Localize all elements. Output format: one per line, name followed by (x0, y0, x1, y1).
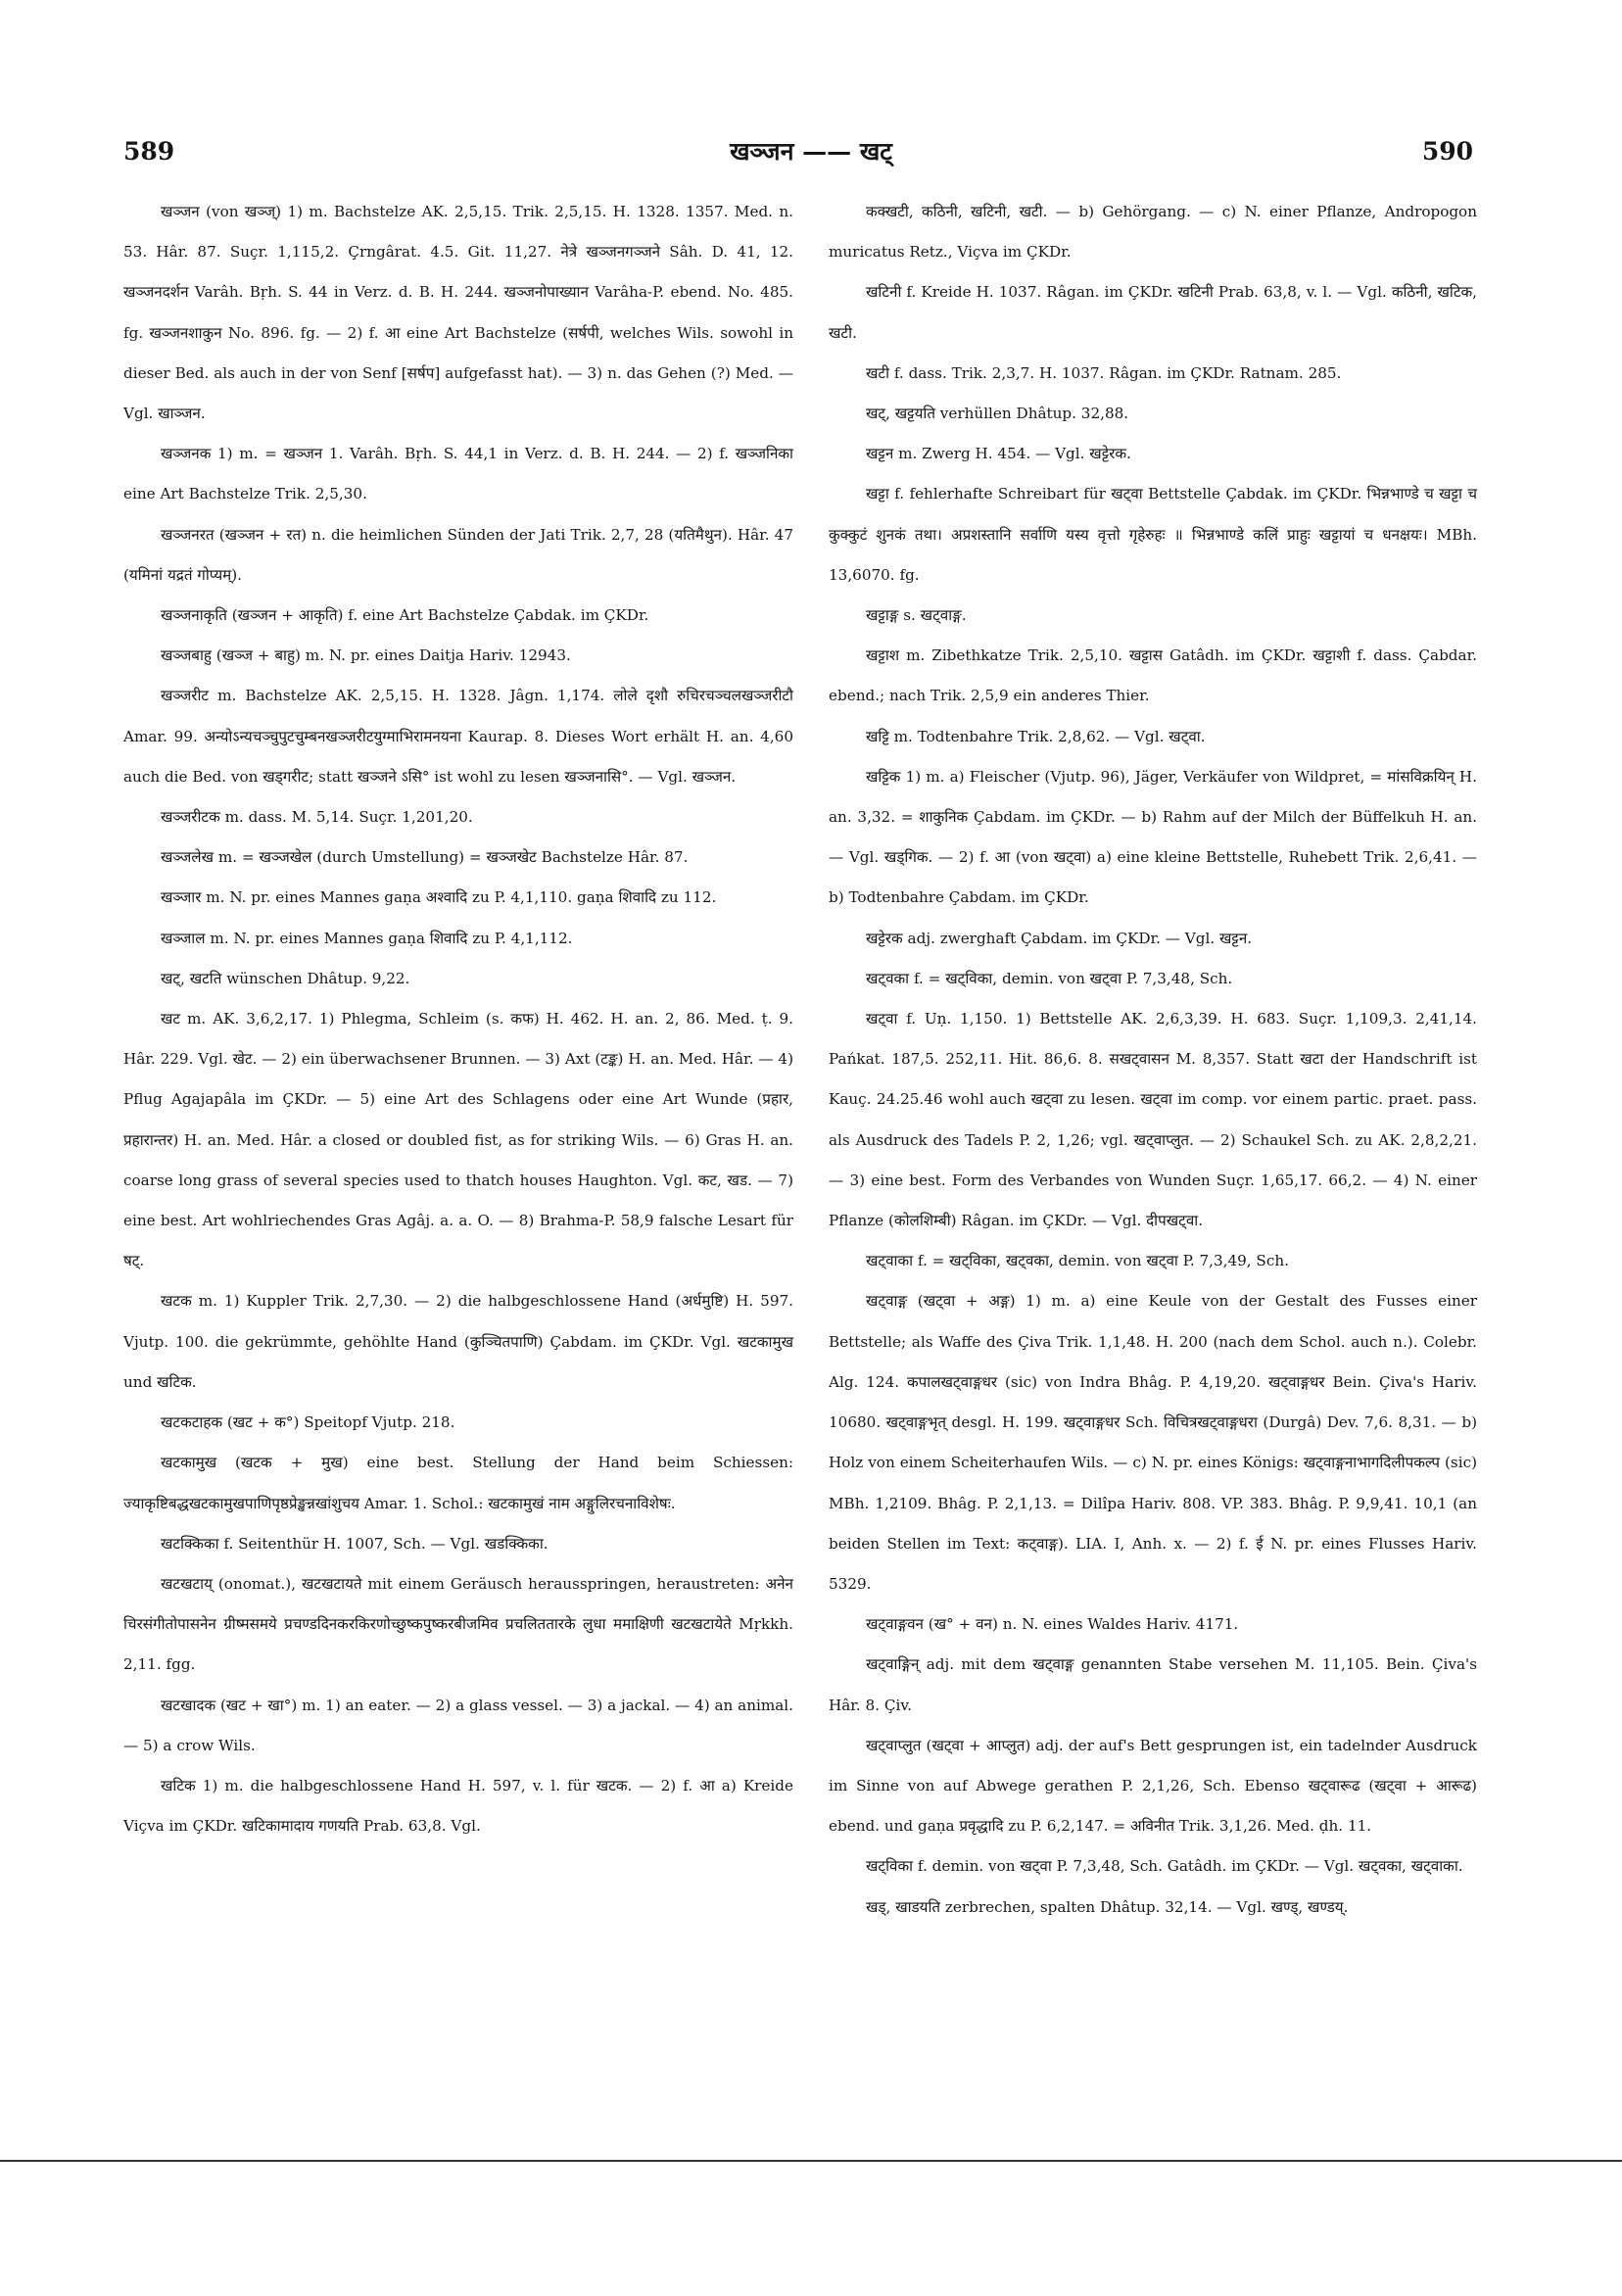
dictionary-entry: खट्टा f. fehlerhafte Schreibart für खट्वा Bettstelle Çabdak. im ÇKDr. भिन्नभाण्डे च खट्टा च कुक्कुटं शुनकं तथा। अप्रशस्तानि सर्वाणि यस्य वृत्तो गृहेरुहः ॥ भिन्नभाण्डे कलिं प्राहुः खट्टायां च धनक्षयः। MBh. 13,6070. fg. (829, 485, 1477, 584)
dictionary-entry: खट्, खट्टयति verhüllen Dhâtup. 32,88. (866, 405, 1129, 423)
dictionary-entry: खट्टि m. Todtenbahre Trik. 2,8,62. — Vgl. खट्वा. (866, 727, 1206, 745)
dictionary-entry: खञ्जबाहु (खञ्ज + बाहु) m. N. pr. eines Daitja Hariv. 12943. (161, 646, 571, 665)
bottom-rule (0, 2160, 1622, 2162)
dictionary-entry: कक्खटी, कठिनी, खटिनी, खटी. — b) Gehörgang. — c) N. einer Pflanze, Andropogon muricatus Retz., Viçva im ÇKDr. (829, 203, 1477, 262)
dictionary-entry: खञ्जनक 1) m. = खञ्जन 1. Varâh. Bṛh. S. 44,1 in Verz. d. B. H. 244. — 2) f. खञ्जनिका eine Art Bachstelze Trik. 2,5,30. (123, 445, 793, 503)
dictionary-entry: खट्टाङ्ग s. खट्वाङ्ग. (866, 606, 967, 625)
dictionary-entry: खञ्जरीट m. Bachstelze AK. 2,5,15. H. 1328. Jâgn. 1,174. लोले दृशौ रुचिरचञ्चलखञ्जरीटौ Amar. 99. अन्योऽन्यचञ्चुपुटचुम्बनखञ्जरीटयुग्माभिरामनयना Kaurap. 8. Dieses Wort erhält H. an. 4,60 auch die Bed. von खड्गरीट; statt खञ्जने ऽसि° ist wohl zu lesen खञ्जनासि°. — Vgl. खञ्जन. (123, 687, 793, 786)
dictionary-entry: खञ्जनाकृति (खञ्जन + आकृति) f. eine Art Bachstelze Çabdak. im ÇKDr. (161, 606, 649, 625)
dictionary-entry: खटक m. 1) Kuppler Trik. 2,7,30. — 2) die halbgeschlossene Hand (अर्धमुष्टि) H. 597. Vjutp. 100. die gekrümmte, gehöhlte Hand (कुञ्चितपाणि) Çabdam. im ÇKDr. Vgl. खटकामुख und खटिक. (123, 1292, 793, 1391)
dictionary-entry: खट्वाङ्गवन (ख° + वन) n. N. eines Waldes Hariv. 4171. (866, 1615, 1239, 1634)
dictionary-entry: खट्वा f. Uṇ. 1,150. 1) Bettstelle AK. 2,6,3,39. H. 683. Suçr. 1,109,3. 2,41,14. Pańkat. 187,5. 252,11. Hit. 86,6. 8. सखट्वासन M. 8,357. Statt खटा der Handschrift ist Kauç. 24.25.46 wohl auch खट्वा zu lesen. खट्वा im comp. vor einem partic. praet. pass. als Ausdruck des Tadels P. 2, 1,26; vgl. खट्वाप्लुत. — 2) Schaukel Sch. zu AK. 2,8,2,21. — 3) eine best. Form des Verbandes von Wunden Suçr. 1,65,17. 66,2. — 4) N. einer Pflanze (कोलशिम्बी) Râgan. im ÇKDr. — Vgl. दीपखट्वा. (829, 1010, 1477, 1230)
dictionary-entry: खटखटाय् (onomat.), खटखटायते mit einem Geräusch herausspringen, heraustreten: अनेन चिरसंगीतोपासनेन ग्रीष्मसमये प्रचण्डदिनकरकिरणोच्छुष्कपुष्करबीजमिव प्रचलिततारके लुधा ममाक्षिणी खटखटायेते Mṛkkh. 2,11. fgg. (123, 1574, 793, 1674)
dictionary-entry: खञ्जार m. N. pr. eines Mannes gaṇa अश्वादि zu P. 4,1,110. gaṇa शिवादि zu 112. (161, 888, 717, 907)
right-page-number: 590 (1421, 137, 1473, 166)
dictionary-entry: खट्वाङ्गिन् adj. mit dem खट्वाङ्ग genannten Stabe versehen M. 11,105. Bein. Çiva's Hâr. 8. Çiv. (829, 1655, 1477, 1714)
dictionary-entry: खट्वाङ्ग (खट्वा + अङ्ग) 1) m. a) eine Keule von der Gestalt des Fusses einer Bettstelle; als Waffe des Çiva Trik. 1,1,48. H. 200 (nach dem Schol. auch n.). Colebr. Alg. 124. कपालखट्वाङ्गधर (sic) von Indra Bhâg. P. 4,19,20. खट्वाङ्गधर Bein. Çiva's Hariv. 10680. खट्वाङ्गभृत् desgl. H. 199. खट्वाङ्गधर Sch. विचित्रखट्वाङ्गधरा (Durgâ) Dev. 7,6. 8,31. — b) Holz von einem Scheiterhaufen Wils. — c) N. pr. eines Königs: खट्वाङ्गनाभागदिलीपकल्प (sic) MBh. 1,2109. Bhâg. P. 2,1,13. = Dilîpa Hariv. 808. VP. 383. Bhâg. P. 9,9,41. 10,1 (an beiden Stellen im Text: कट्वाङ्ग). LIA. I, Anh. x. — 2) f. ई N. pr. eines Flusses Hariv. 5329. (829, 1292, 1477, 1593)
dictionary-entry: खड्, खाडयति zerbrechen, spalten Dhâtup. 32,14. — Vgl. खण्ड्, खण्डय्. (866, 1897, 1349, 1916)
dictionary-entry: खट्विका f. demin. von खट्वा P. 7,3,48, Sch. Gatâdh. im ÇKDr. — Vgl. खट्वका, खट्वाका. (866, 1857, 1463, 1876)
dictionary-entry: खञ्जन (von खञ्ज्) 1) m. Bachstelze AK. 2,5,15. Trik. 2,5,15. H. 1328. 1357. Med. n. 53. Hâr. 87. Suçr. 1,115,2. Çrngârat. 4.5. Git. 11,27. नेत्रे खञ्जनगञ्जने Sâh. D. 41, 12. खञ्जनदर्शन Varâh. Bṛh. S. 44 in Verz. d. B. H. 244. खञ्जनोपाख्यान Varâha-P. ebend. No. 485. fg. खञ्जनशाकुन No. 896. fg. — 2) f. आ eine Art Bachstelze (सर्षपी, welches Wils. sowohl in dieser Bed. als auch in der von Senf [सर्षप] aufgefasst hat). — 3) n. das Gehen (?) Med. — Vgl. खाञ्जन. (123, 203, 793, 423)
dictionary-entry: खट्टिक 1) m. a) Fleischer (Vjutp. 96), Jäger, Verkäufer von Wildpret, = मांसविक्रयिन् H. an. 3,32. = शाकुनिक Çabdam. im ÇKDr. — b) Rahm auf der Milch der Büffelkuh H. an. — Vgl. खड्गिक. — 2) f. आ (von खट्वा) a) eine kleine Bettstelle, Ruhebett Trik. 2,6,41. — b) Todtenbahre Çabdam. im ÇKDr. (829, 767, 1477, 907)
left-column (123, 192, 793, 1846)
running-head: खञ्जन —— खट् (730, 137, 892, 166)
dictionary-entry: खट्वाप्लुत (खट्वा + आप्लुत) adj. der auf's Bett gesprungen ist, ein tadelnder Ausdruck im Sinne von auf Abwege gerathen P. 2,1,26, Sch. Ebenso खट्वारूढ (खट्वा + आरूढ) ebend. und gaṇa प्रवृद्धादि zu P. 6,2,147. = अविनीत Trik. 3,1,26. Med. ḍh. 11. (829, 1736, 1477, 1836)
dictionary-entry: खट्, खटति wünschen Dhâtup. 9,22. (161, 969, 410, 987)
right-column (829, 192, 1477, 1928)
dictionary-entry: खञ्जलेख m. = खञ्जखेल (durch Umstellung) = खञ्जखेट Bachstelze Hâr. 87. (161, 848, 689, 867)
dictionary-entry: खट m. AK. 3,6,2,17. 1) Phlegma, Schleim (s. कफ) H. 462. H. an. 2, 86. Med. ṭ. 9. Hâr. 229. Vgl. खेट. — 2) ein überwachsener Brunnen. — 3) Axt (टङ्क) H. an. Med. Hâr. — 4) Pflug Agajapâla im ÇKDr. — 5) eine Art des Schlagens oder eine Art Wunde (प्रहार, प्रहारान्तर) H. an. Med. Hâr. a closed or doubled fist, as for striking Wils. — 6) Gras H. an. coarse long grass of several species used to thatch houses Haughton. Vgl. कट, खड. — 7) eine best. Art wohlriechendes Gras Agâj. a. a. O. — 8) Brahma-P. 58,9 falsche Lesart für षट्. (123, 1010, 793, 1270)
dictionary-entry: खट्वाका f. = खट्विका, खट्वका, demin. von खट्वा P. 7,3,49, Sch. (866, 1252, 1289, 1270)
dictionary-entry: खञ्जाल m. N. pr. eines Mannes gaṇa शिवादि zu P. 4,1,112. (161, 929, 573, 947)
dictionary-entry: खटकटाहक (खट + क°) Speitopf Vjutp. 218. (161, 1413, 455, 1432)
dictionary-entry: खटकामुख (खटक + मुख) eine best. Stellung der Hand beim Schiessen: ज्याकृष्टिबद्धखटकामुखपाणिपृष्ठप्रेङ्खन्नखांशुचय Amar. 1. Schol.: खटकामुखं नाम अङ्गुलिरचनाविशेषः. (123, 1454, 793, 1512)
dictionary-entry: खञ्जरीटक m. dass. M. 5,14. Suçr. 1,201,20. (161, 808, 473, 827)
dictionary-entry: खटक्किका f. Seitenthür H. 1007, Sch. — Vgl. खडक्किका. (161, 1534, 549, 1553)
left-page-number: 589 (123, 137, 175, 166)
dictionary-entry: खञ्जनरत (खञ्जन + रत) n. die heimlichen Sünden der Jati Trik. 2,7, 28 (यतिमैथुन). Hâr. 47 (यमिनां यद्रतं गोप्यम्). (123, 525, 793, 584)
dictionary-entry: खट्टन m. Zwerg H. 454. — Vgl. खट्टेरक. (866, 445, 1131, 463)
dictionary-entry: खट्वका f. = खट्विका, demin. von खट्वा P. 7,3,48, Sch. (866, 969, 1233, 987)
dictionary-entry: खट्टेरक adj. zwerghaft Çabdam. im ÇKDr. — Vgl. खट्टन. (866, 929, 1253, 947)
dictionary-entry: खटिनी f. Kreide H. 1037. Râgan. im ÇKDr. खटिनी Prab. 63,8, v. l. — Vgl. कठिनी, खटिक, खटी. (829, 283, 1477, 342)
dictionary-entry: खट्टाश m. Zibethkatze Trik. 2,5,10. खट्टास Gatâdh. im ÇKDr. खट्टाशी f. dass. Çabdar. ebend.; nach Trik. 2,5,9 ein anderes Thier. (829, 646, 1477, 705)
dictionary-entry: खटखादक (खट + खा°) m. 1) an eater. — 2) a glass vessel. — 3) a jackal. — 4) an animal. — 5) a crow Wils. (123, 1696, 793, 1754)
dictionary-entry: खटी f. dass. Trik. 2,3,7. H. 1037. Râgan. im ÇKDr. Ratnam. 285. (866, 363, 1342, 382)
dictionary-entry: खटिक 1) m. die halbgeschlossene Hand H. 597, v. l. für खटक. — 2) f. आ a) Kreide Viçva im ÇKDr. खटिकामादाय गणयति Prab. 63,8. Vgl. (123, 1776, 793, 1836)
